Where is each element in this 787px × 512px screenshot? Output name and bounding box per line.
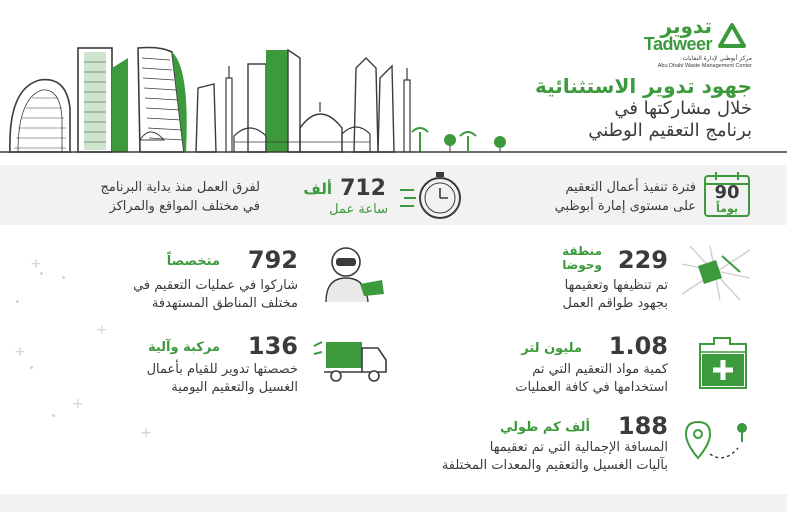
- dot-decoration: [40, 272, 43, 275]
- headline-line1: جهود تدوير الاستثنائية: [534, 74, 752, 98]
- location-pin-icon: [684, 418, 754, 466]
- distance-line2: بآليات الغسيل والتعقيم والمعدات المختلفة: [441, 458, 668, 473]
- specialists-number: 792: [247, 246, 298, 274]
- logo-latin: Tadweer: [643, 34, 712, 54]
- dot-decoration: [52, 414, 55, 417]
- map-icon: [680, 244, 752, 302]
- sparkle-decoration: +: [72, 396, 84, 412]
- sparkle-decoration: +: [30, 256, 42, 272]
- specialists-unit: متخصصاً: [166, 254, 220, 269]
- hours-unit1: ألف: [303, 180, 332, 198]
- specialists-line2: مختلف المناطق المستهدفة: [151, 296, 298, 311]
- areas-unit1: منطقة: [562, 244, 602, 258]
- hours-number: 712: [340, 176, 386, 201]
- hours-unit2: ساعة عمل: [329, 202, 388, 217]
- liters-unit: مليون لتر: [521, 341, 582, 356]
- vehicles-unit: مركبة وآلية: [147, 340, 220, 355]
- logo-arabic: تدوير: [660, 14, 712, 38]
- liters-line1: كمية مواد التعقيم التي تم: [532, 362, 668, 377]
- areas-unit2: وحوضا: [562, 258, 602, 272]
- days-unit: يوماً: [716, 202, 738, 215]
- truck-icon: [312, 334, 390, 384]
- disinfectant-canister-icon: [694, 330, 752, 392]
- logo-subtitle-en: Abu Dhabi Waste Management Center: [657, 63, 752, 69]
- liters-number: 1.08: [608, 332, 668, 360]
- sparkle-decoration: +: [14, 344, 26, 360]
- areas-line2: بجهود طواقم العمل: [562, 296, 668, 311]
- recycle-logo-icon: [715, 22, 749, 56]
- vehicles-line1: خصصتها تدوير للقيام بأعمال: [146, 362, 298, 377]
- liters-line2: استخدامها في كافة العمليات: [515, 380, 668, 395]
- areas-number: 229: [617, 246, 668, 274]
- distance-line1: المسافة الإجمالية التي تم تعقيمها: [489, 440, 668, 455]
- specialists-line1: شاركوا في عمليات التعقيم في: [133, 278, 298, 293]
- days-line2: على مستوى إمارة أبوظبي: [554, 199, 696, 214]
- hours-line2: في مختلف المواقع والمراكز: [109, 199, 260, 214]
- dot-decoration: [16, 300, 19, 303]
- vehicles-number: 136: [247, 332, 298, 360]
- areas-line1: تم تنظيفها وتعقيمها: [564, 278, 668, 293]
- footer-band: [0, 494, 787, 512]
- distance-unit: ألف كم طولي: [499, 420, 590, 435]
- days-line1: فترة تنفيذ أعمال التعقيم: [565, 180, 696, 195]
- days-number: 90: [714, 182, 740, 203]
- skyline-illustration: [0, 28, 440, 154]
- distance-number: 188: [617, 412, 668, 440]
- vehicles-line2: الغسيل والتعقيم اليومية: [171, 380, 298, 395]
- hours-line1: لفرق العمل منذ بداية البرنامج: [100, 180, 260, 195]
- headline-line3: برنامج التعقيم الوطني: [588, 120, 752, 141]
- stopwatch-icon: [398, 168, 468, 224]
- sparkle-decoration: +: [140, 425, 152, 441]
- sparkle-decoration: +: [96, 322, 108, 338]
- headline-line2: خلال مشاركتها في: [614, 98, 752, 119]
- highlight-band: [0, 165, 787, 225]
- worker-icon: [312, 244, 388, 304]
- dot-decoration: [30, 366, 33, 369]
- logo-subtitle-ar: مركز أبوظبي لإدارة النفايات: [682, 55, 752, 62]
